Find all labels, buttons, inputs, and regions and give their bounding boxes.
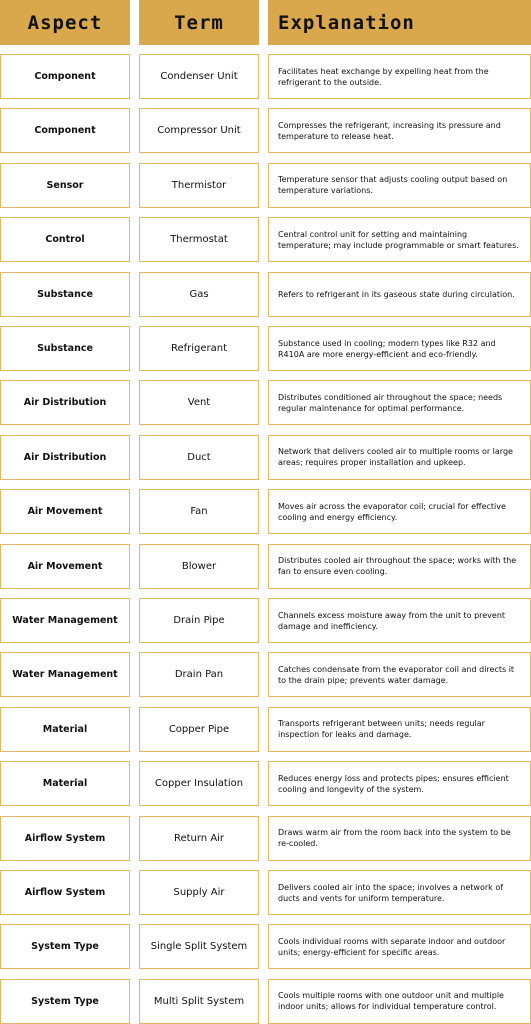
table-row	[0, 598, 531, 643]
explanation-cell: Network that delivers cooled air to multiple rooms or large areas; requires proper installation and upkeep.	[268, 435, 531, 480]
explanation-cell: Reduces energy loss and protects pipes; ensures efficient cooling and longevity of the system.	[268, 761, 531, 806]
term-cell: Return Air	[139, 816, 259, 861]
table-row	[0, 979, 531, 1024]
aspect-cell: Material	[0, 707, 130, 752]
explanation-cell: Compresses the refrigerant, increasing its pressure and temperature to release heat.	[268, 108, 531, 153]
term-cell: Fan	[139, 489, 259, 534]
aspect-cell: Control	[0, 217, 130, 262]
table-row	[0, 217, 531, 262]
table-row	[0, 707, 531, 752]
explanation-cell: Cools individual rooms with separate indoor and outdoor units; energy-efficient for specific areas.	[268, 924, 531, 969]
aspect-cell: Material	[0, 761, 130, 806]
aspect-cell: System Type	[0, 924, 130, 969]
table-row	[0, 54, 531, 99]
table-row	[0, 544, 531, 589]
header-aspect: Aspect	[0, 0, 130, 45]
explanation-cell: Central control unit for setting and maintaining temperature; may include programmable or smart features.	[268, 217, 531, 262]
aspect-cell: Airflow System	[0, 816, 130, 861]
explanation-cell: Distributes cooled air throughout the space; works with the fan to ensure even cooling.	[268, 544, 531, 589]
term-cell: Copper Pipe	[139, 707, 259, 752]
explanation-cell: Refers to refrigerant in its gaseous state during circulation.	[268, 272, 531, 317]
table-header	[0, 0, 531, 46]
table-row	[0, 816, 531, 861]
aspect-cell: Air Distribution	[0, 380, 130, 425]
term-cell: Single Split System	[139, 924, 259, 969]
aspect-cell: Air Movement	[0, 544, 130, 589]
table-row	[0, 326, 531, 371]
term-cell: Thermostat	[139, 217, 259, 262]
term-cell: Blower	[139, 544, 259, 589]
term-cell: Supply Air	[139, 870, 259, 915]
term-cell: Duct	[139, 435, 259, 480]
explanation-cell: Catches condensate from the evaporator coil and directs it to the drain pipe; prevents water damage.	[268, 652, 531, 697]
explanation-cell: Channels excess moisture away from the unit to prevent damage and inefficiency.	[268, 598, 531, 643]
table-row	[0, 380, 531, 425]
aspect-cell: Sensor	[0, 163, 130, 208]
term-cell: Condenser Unit	[139, 54, 259, 99]
explanation-cell: Moves air across the evaporator coil; crucial for effective cooling and energy efficiency.	[268, 489, 531, 534]
term-cell: Refrigerant	[139, 326, 259, 371]
table-row	[0, 108, 531, 153]
table-row	[0, 435, 531, 480]
header-explanation: Explanation	[268, 0, 531, 45]
explanation-cell: Facilitates heat exchange by expelling heat from the refrigerant to the outside.	[268, 54, 531, 99]
aspect-cell: Water Management	[0, 652, 130, 697]
table-row	[0, 489, 531, 534]
term-cell: Drain Pan	[139, 652, 259, 697]
explanation-cell: Temperature sensor that adjusts cooling output based on temperature variations.	[268, 163, 531, 208]
table-row	[0, 870, 531, 915]
term-cell: Gas	[139, 272, 259, 317]
explanation-cell: Draws warm air from the room back into the system to be re-cooled.	[268, 816, 531, 861]
aspect-cell: Water Management	[0, 598, 130, 643]
aspect-cell: Substance	[0, 272, 130, 317]
explanation-cell: Cools multiple rooms with one outdoor unit and multiple indoor units; allows for individual temperature control.	[268, 979, 531, 1024]
table-row	[0, 761, 531, 806]
aspect-cell: Airflow System	[0, 870, 130, 915]
term-cell: Vent	[139, 380, 259, 425]
term-cell: Compressor Unit	[139, 108, 259, 153]
term-cell: Thermistor	[139, 163, 259, 208]
term-cell: Copper Insulation	[139, 761, 259, 806]
explanation-cell: Substance used in cooling; modern types like R32 and R410A are more energy-efficient and eco-friendly.	[268, 326, 531, 371]
table-row	[0, 652, 531, 697]
table-row	[0, 272, 531, 317]
explanation-cell: Transports refrigerant between units; needs regular inspection for leaks and damage.	[268, 707, 531, 752]
explanation-cell: Distributes conditioned air throughout the space; needs regular maintenance for optimal performance.	[268, 380, 531, 425]
explanation-cell: Delivers cooled air into the space; involves a network of ducts and vents for uniform temperature.	[268, 870, 531, 915]
aspect-cell: Component	[0, 54, 130, 99]
table-row	[0, 163, 531, 208]
aspect-cell: Substance	[0, 326, 130, 371]
aspect-cell: Air Distribution	[0, 435, 130, 480]
aspect-cell: Air Movement	[0, 489, 130, 534]
term-cell: Drain Pipe	[139, 598, 259, 643]
term-cell: Multi Split System	[139, 979, 259, 1024]
aspect-cell: Component	[0, 108, 130, 153]
aspect-cell: System Type	[0, 979, 130, 1024]
table-row	[0, 924, 531, 969]
header-term: Term	[139, 0, 259, 45]
